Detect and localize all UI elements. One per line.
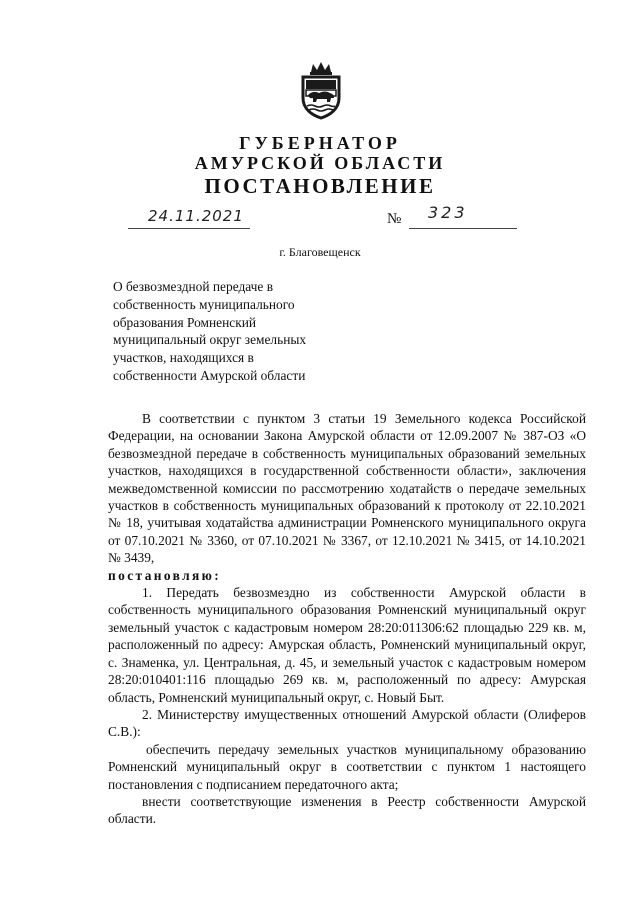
number-label: № [387,211,402,227]
preamble-paragraph: В соответствии с пунктом 3 статьи 19 Земельного кодекса Российской Федерации, на основании Закона Амурской области от 12.09.2007 № 387-ОЗ «О безвозмездной передаче в собственность муниципальных образований земельных участков, находящихся в государственной собственности области», заключения межведомственной комиссии по рассмотрению ходатайств о передаче земельных участков в собственность муниципальных образований к протоколу от 22.10.2021 № 18, учитывая ходатайства администрации Ромненского муниципального округа от 07.10.2021 № 3360, от 07.10.2021 № 3367, от 12.10.2021 № 3415, от 14.10.2021 № 3439, [108,411,586,566]
date-underline [128,228,250,229]
subject-line: муниципальный округ земельных [113,332,307,348]
header-region: АМУРСКОЙ ОБЛАСТИ [194,153,446,173]
document-type-title: ПОСТАНОВЛЕНИЕ [204,174,436,198]
subject-line: О безвозмездной передаче в [113,279,274,294]
item-2a-paragraph: обеспечить передачу земельных участков муниципальному образованию Ромненский муниципальный округ в соответствии с пунктом 1 настоящего постановления с подписанием передаточного акта; [108,741,586,792]
coat-of-arms-emblem [297,62,345,120]
header-authority: ГУБЕРНАТОР [239,133,401,153]
handwritten-date: 24.11.2021 [148,207,244,225]
subject-line: образования Ромненский [113,314,257,330]
subject-line: участков, находящихся в [113,350,254,366]
subject-block [113,278,333,385]
handwritten-number: 323 [428,203,468,222]
body-text [108,410,586,828]
number-underline [409,228,517,229]
item-1-paragraph: 1. Передать безвозмездно из собственности Амурской области в собственность муниципального образования Ромненский муниципальный округ земельный участок с кадастровым номером 28:20:011306:62 площадью 229 кв. м, расположенный по адресу: Амурская область, Ромненский муниципальный округ, с. Знаменка, ул. Центральная, д. 45, и земельный участок с кадастровым номером 28:20:010401:116 площадью 269 кв. м, расположенный по адресу: Амурская область, Ромненский муниципальный округ, с. Новый Быт. [108,585,586,705]
subject-line: собственности Амурской области [113,367,306,383]
city-line: г. Благовещенск [279,245,361,259]
item-2b-paragraph: внести соответствующие изменения в Реестр собственности Амурской области. [108,793,586,827]
subject-line: собственность муниципального [113,296,295,312]
item-2-paragraph: 2. Министерству имущественных отношений Амурской области (Олиферов С.В.): [108,706,586,740]
decree-word: постановляю: [108,567,222,583]
